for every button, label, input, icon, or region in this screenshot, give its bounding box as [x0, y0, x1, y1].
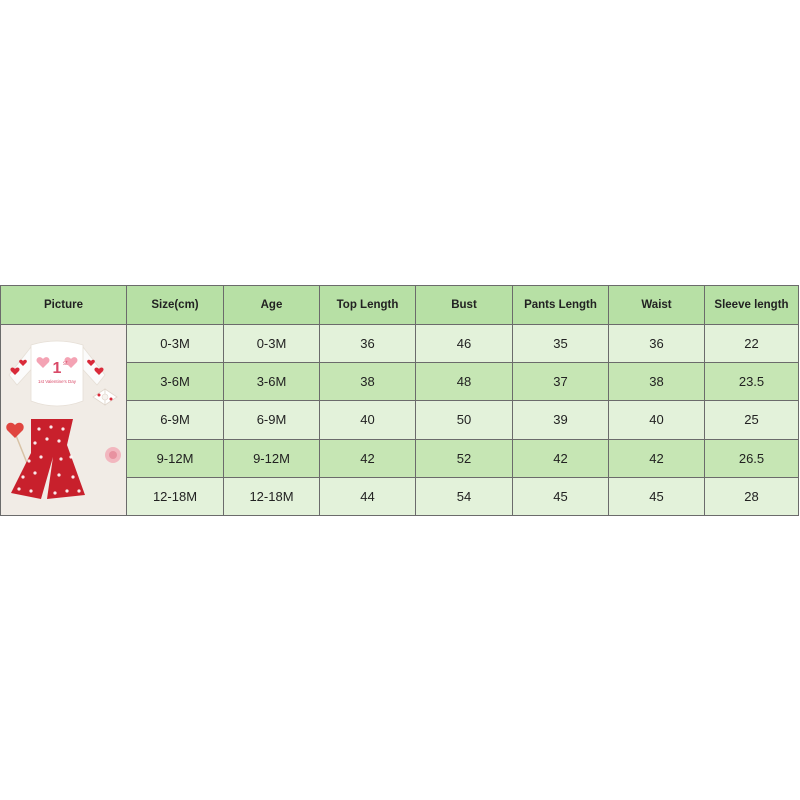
cell-waist: 42: [609, 439, 705, 477]
table-header-row: [1, 286, 799, 325]
cell-pants-length: 45: [513, 477, 609, 515]
cell-size: 6-9M: [127, 401, 224, 439]
cell-sleeve-length: 25: [705, 401, 799, 439]
cell-age: 9-12M: [224, 439, 320, 477]
cell-top-length: 36: [320, 325, 416, 363]
cell-bust: 46: [416, 325, 513, 363]
cell-age: 12-18M: [224, 477, 320, 515]
cell-size: 9-12M: [127, 439, 224, 477]
cell-pants-length: 39: [513, 401, 609, 439]
cell-waist: 36: [609, 325, 705, 363]
header-picture: Picture: [1, 286, 127, 325]
header-bust: Bust: [416, 286, 513, 325]
cell-sleeve-length: 23.5: [705, 363, 799, 401]
cell-top-length: 44: [320, 477, 416, 515]
cell-sleeve-length: 22: [705, 325, 799, 363]
svg-text:st: st: [63, 361, 68, 367]
cell-size: 0-3M: [127, 325, 224, 363]
product-photo: [1, 325, 126, 515]
cell-top-length: 40: [320, 401, 416, 439]
cell-bust: 52: [416, 439, 513, 477]
header-sleeve-length: Sleeve length: [705, 286, 799, 325]
cell-age: 0-3M: [224, 325, 320, 363]
cell-age: 3-6M: [224, 363, 320, 401]
cell-size: 12-18M: [127, 477, 224, 515]
product-picture-cell: [1, 325, 127, 516]
cell-waist: 40: [609, 401, 705, 439]
cell-pants-length: 37: [513, 363, 609, 401]
header-pants-length: Pants Length: [513, 286, 609, 325]
cell-pants-length: 42: [513, 439, 609, 477]
size-chart-table: [0, 285, 799, 516]
cell-waist: 38: [609, 363, 705, 401]
cell-sleeve-length: 28: [705, 477, 799, 515]
table-row: [1, 325, 799, 363]
svg-text:1: 1: [52, 360, 62, 377]
cell-pants-length: 35: [513, 325, 609, 363]
cell-waist: 45: [609, 477, 705, 515]
header-waist: Waist: [609, 286, 705, 325]
cell-bust: 48: [416, 363, 513, 401]
bodysuit-print-text: 1st Valentine's Day: [37, 379, 77, 384]
cell-bust: 54: [416, 477, 513, 515]
cell-age: 6-9M: [224, 401, 320, 439]
header-size: Size(cm): [127, 286, 224, 325]
cell-top-length: 38: [320, 363, 416, 401]
header-top-length: Top Length: [320, 286, 416, 325]
cell-bust: 50: [416, 401, 513, 439]
cell-top-length: 42: [320, 439, 416, 477]
cell-size: 3-6M: [127, 363, 224, 401]
cell-sleeve-length: 26.5: [705, 439, 799, 477]
header-age: Age: [224, 286, 320, 325]
